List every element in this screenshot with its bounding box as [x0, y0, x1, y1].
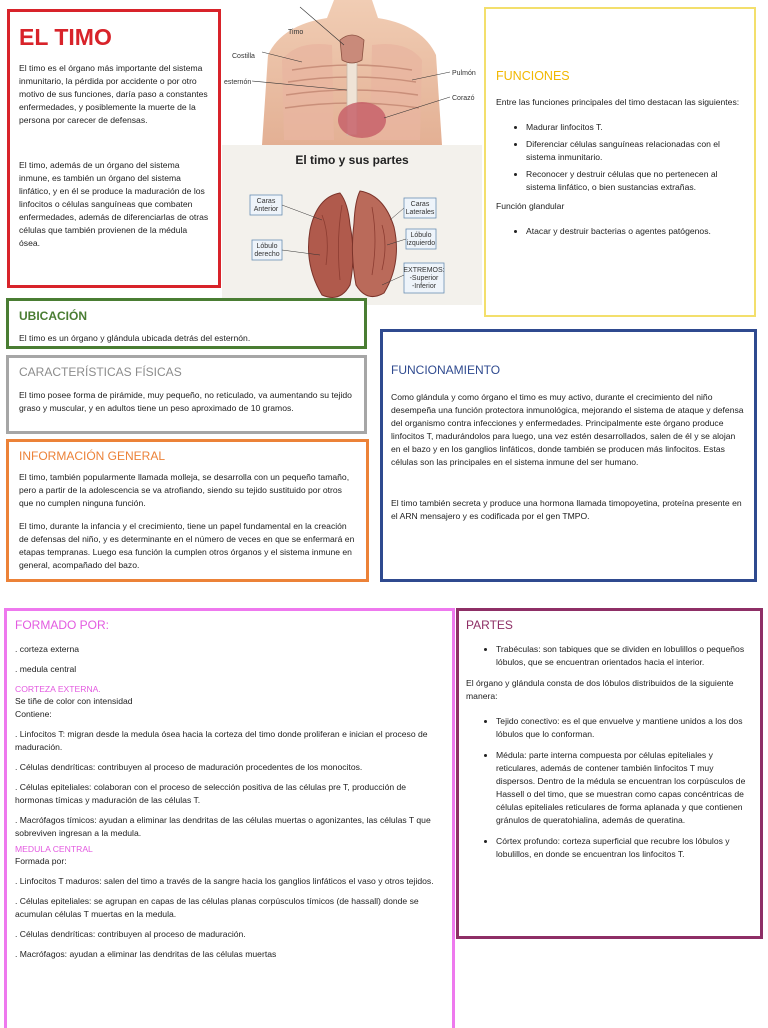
label-esternon: esternón [224, 79, 252, 86]
chest-anatomy-image [222, 0, 482, 145]
ubicacion-text: El timo es un órgano y glándula ubicada detrás del esternón. [19, 333, 251, 343]
funciones-title: FUNCIONES [496, 69, 570, 83]
corteza-item: . Células epiteliales: colaboran con el proceso de selección positiva de las células pre T, producción de hormonas tímicas y maduración de las células T. [15, 782, 407, 805]
medula-item: . Células dendríticas: contribuyen al proceso de maduración. [15, 929, 246, 939]
partes-list-1 [466, 643, 752, 669]
formado-por-box [4, 608, 455, 1028]
label-timo: Timo [288, 29, 304, 36]
partes-list-2 [466, 715, 752, 861]
label-caras-anterior-2: Anterior [253, 206, 279, 213]
partes-item: • Trabéculas: son tabiques que se dividen en lobulillos o pequeños lóbulos, que se encuentran orientados hacia el interior. [496, 643, 752, 669]
parts-image-title: El timo y sus partes [295, 153, 409, 167]
el-timo-title: EL TIMO [19, 24, 112, 50]
funcionamiento-title: FUNCIONAMIENTO [391, 363, 501, 377]
ubicacion-title: UBICACIÓN [19, 309, 87, 323]
caracteristicas-text: El timo posee forma de pirámide, muy pequeño, no reticulado, va aumentando su tejido graso y muscular, y en adultos tiene un peso aproximado de 10 gramos. [19, 390, 352, 413]
label-caras-anterior-1: Caras [256, 198, 276, 205]
informacion-paragraph-1: El timo, también popularmente llamada molleja, se desarrolla con un pequeño tamaño, pero a partir de la adolescencia se va atrofiando, siendo su tejido sustituido por otros que no cumplen ninguna función. [19, 472, 350, 508]
funciones-intro: Entre las funciones principales del timo destacan las siguientes: [496, 97, 740, 107]
partes-middle-text: El órgano y glándula consta de dos lóbulos distribuidos de la siguiente manera: [466, 678, 734, 701]
partes-item: • Tejido conectivo: es el que envuelve y mantiene unidos a los dos lóbulos que lo conforman. [496, 715, 752, 741]
partes-item: • Médula: parte interna compuesta por células epiteliales y reticulares, además de contener también linfocitos T muy dispersos. Dentro de la médula se encuentran los corpúsculos de Hassell o del timo, que se muestran como capas concéntricas de células epiteliales reticulares de forma aplanada y que contienen gránulos de queratohialina, además de queratina. [496, 749, 752, 827]
label-caras-laterales-1: Caras [410, 201, 430, 208]
label-costilla: Costilla [232, 53, 255, 60]
el-timo-paragraph-1: El timo es el órgano más importante del sistema inmunitario, la pérdida por accidente o por otro motivo de sus funciones, daría paso a constantes enfermedades, y posiblemente la muerte de la persona por carecer de defensas. [19, 63, 208, 125]
funcion-glandular-list [496, 225, 744, 238]
medula-item: . Células epiteliales: se agrupan en capas de las células planas corpúsculos tímicos (de hassall) donde se acumulan células T muertas en la medula. [15, 896, 419, 919]
funcion-glandular-item: • Atacar y destruir bacterias o agentes patógenos. [526, 225, 744, 238]
corteza-item: . Células dendríticas: contribuyen al proceso de maduración procedentes de los monocitos. [15, 762, 363, 772]
partes-item: • Córtex profundo: corteza superficial que recubre los lóbulos y lobulillos, en donde se encuentran los linfocitos T. [496, 835, 752, 861]
el-timo-paragraph-2: El timo, además de un órgano del sistema inmune, es también un órgano del sistema linfático, y en él se produce la maduración de los linfocitos o células sanguíneas que combaten enfermedades, además de diferenciarlas de otras células que también provienen de la médula ósea. [19, 160, 209, 248]
caracteristicas-box [6, 355, 367, 434]
label-pulmon: Pulmón [452, 70, 476, 77]
informacion-general-box [6, 439, 369, 582]
medula-line: Formada por: [15, 856, 67, 866]
label-caras-laterales-2: Laterales [405, 209, 435, 216]
medula-item: . Macrófagos: ayudan a eliminar las dendritas de las células muertas [15, 949, 277, 959]
informacion-general-title: INFORMACIÓN GENERAL [19, 449, 166, 463]
funcionamiento-box [380, 329, 757, 582]
label-lobulo-izquierdo-2: izquierdo [406, 240, 436, 247]
label-extremos-3: -Inferior [411, 283, 437, 290]
ubicacion-box [6, 298, 367, 349]
partes-title: PARTES [466, 618, 513, 632]
corteza-line: Contiene: [15, 709, 52, 719]
formado-item: . medula central [15, 664, 77, 674]
funciones-item: • Madurar linfocitos T. [526, 121, 744, 134]
label-extremos-2: -Superior [409, 275, 439, 282]
medula-item: . Linfocitos T maduros: salen del timo a través de la sangre hacia los ganglios linfáticos el vaso y otros tejidos. [15, 876, 434, 886]
label-lobulo-derecho-2: derecho [254, 251, 280, 258]
el-timo-box [7, 9, 221, 288]
label-extremos-1: EXTREMOS: [403, 267, 445, 274]
thymus-shape [340, 35, 364, 63]
formado-item: . corteza externa [15, 644, 80, 654]
funcionamiento-paragraph-2: El timo también secreta y produce una hormona llamada timopoyetina, proteína presente en el ARN mensajero y es codificada por el gen TMPO. [391, 498, 742, 521]
funciones-box [484, 7, 756, 317]
corteza-item: . Macrófagos tímicos: ayudan a eliminar las dendritas de las células muertas o agonizantes, las células T que sobreviven ingresan a la medula. [15, 815, 431, 838]
medula-central-title: MEDULA CENTRAL [15, 844, 93, 854]
formado-por-title: FORMADO POR: [15, 618, 110, 632]
corteza-externa-title: CORTEZA EXTERNA. [15, 684, 101, 694]
funciones-item: • Diferenciar células sanguíneas relacionadas con el sistema inmunitario. [526, 138, 744, 164]
funciones-item: • Reconocer y destruir células que no pertenecen al sistema linfático, o bien sustancias extrañas. [526, 168, 744, 194]
caracteristicas-title: CARACTERÍSTICAS FÍSICAS [19, 365, 182, 379]
label-lobulo-derecho-1: Lóbulo [256, 243, 278, 250]
funcion-glandular-title: Función glandular [496, 201, 565, 211]
funcionamiento-paragraph-1: Como glándula y como órgano el timo es muy activo, durante el crecimiento del niño desempeña una función protectora inmunológica, mejorando el sistema de ataque y defensa del organismo contra infecciones y enfermedades. Principalmente este órgano produce linfocitos T, madurándolos para luego, una vez estén desarrollados, salen de él y se alojan en el bazo y en los ganglios linfáticos, donde también se producen más linfocitos. Estas células son las principales en el sistema inmune del ser humano. [391, 392, 744, 467]
label-corazon: Corazó [452, 95, 475, 102]
funciones-list [496, 121, 744, 194]
thymus-parts-image [222, 145, 482, 305]
partes-box [456, 608, 763, 939]
corteza-item: . Linfocitos T: migran desde la medula ósea hacia la corteza del timo donde proliferan e inician el proceso de maduración. [15, 729, 428, 752]
corteza-line: Se tiñe de color con intensidad [15, 696, 133, 706]
informacion-paragraph-2: El timo, durante la infancia y el crecimiento, tiene un papel fundamental en la creación de defensas del niño, y es determinante en el número de veces en que se enfermará en etapas tempranas. Luego esa función la cumplen otros órganos y el sistema inmune en general, acompañado del bazo. [19, 521, 355, 570]
label-lobulo-izquierdo-1: Lóbulo [410, 232, 432, 239]
